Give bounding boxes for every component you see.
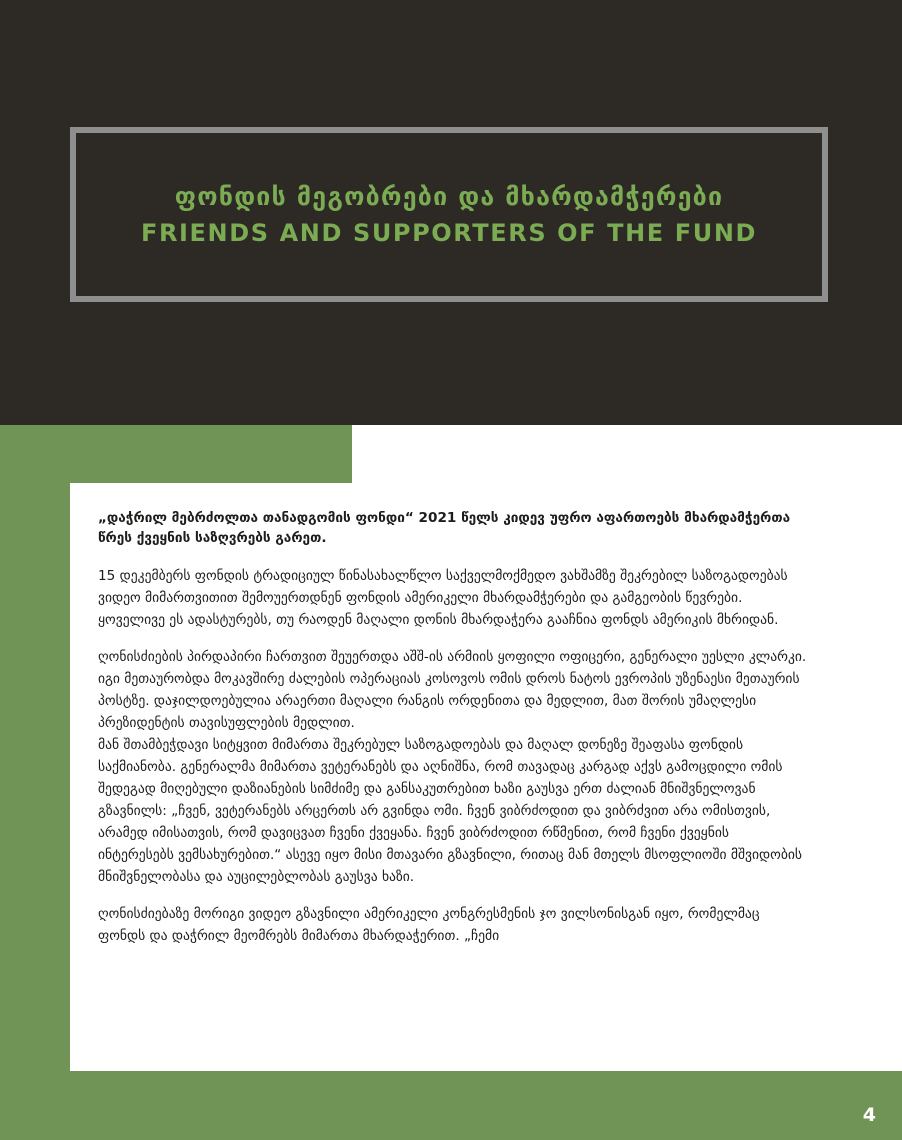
title-block — [76, 133, 822, 296]
body-paragraph: მან შთამბეჭდავი სიტყვით მიმართა შეკრებულ საზოგადოებას და მაღალ დონეზე შეაფასა ფონდის საქმიანობა. გენერალმა მიმართა ვეტერანებს და აღნიშნა, რომ თავადაც კარგად აქვს გამოცდილი ომის შედეგად მიღებული დაზიანების სიმძიმე და განსაკუთრებით ხაზი გაუსვა ერთ ძალიან მნიშვნელოვან გზავნილს: „ჩვენ, ვეტერანებს არცერთს არ გვინდა ომი. ჩვენ ვიბრძოდით და ვიბრძვით არა ომისთვის, არამედ იმისათვის, რომ დავიცვათ ჩვენი ქვეყანა. ჩვენ ვიბრძოდით რწმენით, რომ ჩვენი ქვეყნის ინტერესებს ვემსახურებით.“ ასევე იყო მისი მთავარი გზავნილი, რითაც მან მთელს მსოფლიოში მშვიდობის მნიშვნელობასა და აუცილებლობას გაუსვა ხაზი. — [98, 736, 803, 885]
body-paragraph: 15 დეკემბერს ფონდის ტრადიციულ წინასახალწლო საქველმოქმედო ვახშამზე შეკრებილ საზოგადოებას ვიდეო მიმართვითით შემოუერთდნენ ფონდის ამერიკელი მხარდამჭერები და გამგეობის წევრები. ყოველივე ეს ადასტურებს, თუ რაოდენ მაღალი დონის მხარდაჭერა გააჩნია ფონდს ამერიკის მხრიდან. — [98, 567, 788, 628]
page-title-georgian: ფონდის მეგობრები და მხარდამჭერები — [174, 181, 724, 211]
lead-paragraph: „დაჭრილ მებრძოლთა თანადგომის ფონდი“ 2021 წელს კიდევ უფრო აფართოებს მხარდამჭერთა წრეს ქვეყნის საზღვრებს გარეთ. — [98, 510, 791, 547]
green-footer-band — [0, 1115, 902, 1140]
title-frame — [70, 127, 828, 302]
page-number: 4 — [862, 1104, 876, 1126]
article-body — [98, 508, 808, 962]
page-title-english: FRIENDS AND SUPPORTERS OF THE FUND — [140, 219, 758, 248]
body-paragraph: ღონისძიებაზე მორიგი ვიდეო გზავნილი ამერიკელი კონგრესმენის ჯო ვილსონისგან იყო, რომელმაც ფონდს და დაჭრილ მეომრებს მიმართა მხარდაჭერით. „ჩემი — [98, 906, 760, 945]
content-card — [70, 483, 860, 1071]
body-paragraph: ღონისძიების პირდაპირი ჩართვით შეუერთდა აშშ-ის არმიის ყოფილი ოფიცერი, გენერალი უესლი კლარკი. იგი მეთაურობდა მოკავშირე ძალების ოპერაციას კოსოვოს ომის დროს ნატოს ევროპის უზენაესი მეთაურის პოსტზე. დაჯილდოებულია არაერთი მაღალი რანგის ორდენითა და მედლით, მათ შორის უმაღლესი პრეზიდენტის თავისუფლების მედლით. — [98, 648, 807, 731]
